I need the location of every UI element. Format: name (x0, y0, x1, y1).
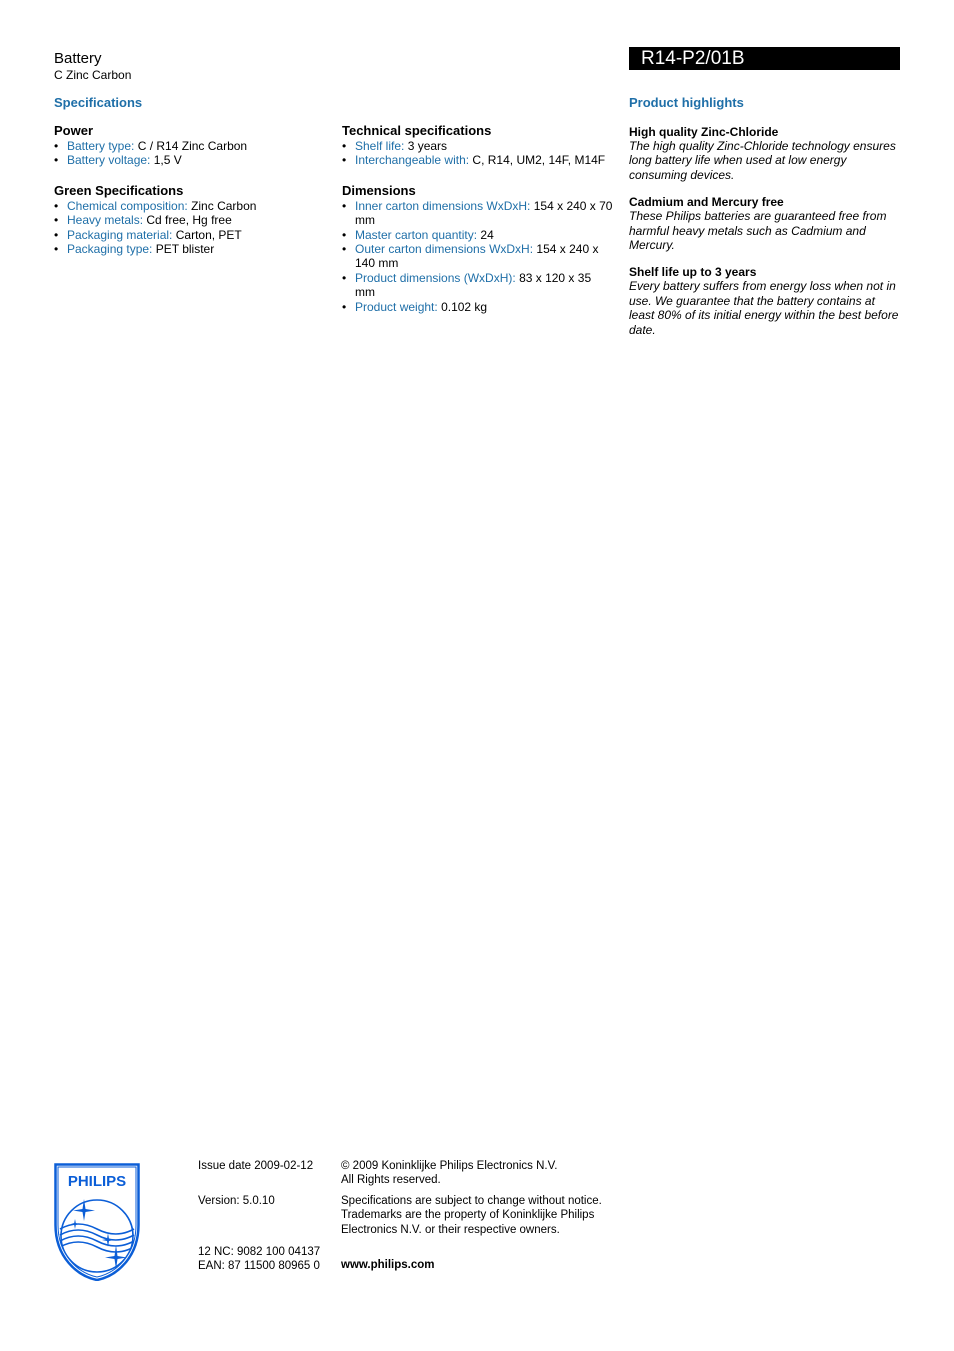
spec-item (342, 271, 614, 300)
model-title-bar (629, 47, 900, 70)
spec-item (342, 153, 614, 167)
spec-item (342, 199, 614, 228)
spec-item (342, 139, 614, 153)
specifications-title: Specifications (54, 95, 143, 110)
notice-line-1: Specifications are subject to change without notice. (341, 1194, 602, 1207)
philips-shield-icon (54, 1163, 140, 1281)
footer-meta (198, 1159, 320, 1274)
notice-line-3: Electronics N.V. or their respective owners. (341, 1223, 560, 1236)
spec-group-title: Dimensions (342, 182, 416, 198)
highlight-text: These Philips batteries are guaranteed free from harmful heavy metals such as Cadmium and Mercury. (629, 209, 887, 253)
spec-label: Inner carton dimensions WxDxH: (355, 198, 531, 213)
product-category: Battery (54, 50, 102, 67)
product-subtitle: C Zinc Carbon (54, 68, 132, 82)
spec-item (54, 153, 324, 167)
spec-label: Chemical composition: (67, 198, 188, 213)
highlights-list (629, 125, 901, 350)
highlights-title: Product highlights (629, 95, 744, 110)
spec-list (342, 199, 614, 314)
spec-label: Outer carton dimensions WxDxH: (355, 242, 534, 257)
spec-value: 154 x 240 x 140 mm (355, 242, 599, 271)
highlight-text: Every battery suffers from energy loss when not in use. We guarantee that the battery contains at least 80% of its initial energy within the best before date. (629, 279, 899, 337)
spec-item (54, 139, 324, 153)
spec-label: Heavy metals: (67, 213, 144, 228)
spec-list (54, 199, 324, 257)
specs-column-2 (342, 123, 614, 329)
ean-number: EAN: 87 11500 80965 0 (198, 1260, 320, 1273)
logo-wordmark: PHILIPS (67, 1173, 127, 1190)
spec-value: 1,5 V (153, 153, 182, 168)
spec-label: Packaging type: (67, 242, 153, 257)
spec-value: Carton, PET (175, 227, 242, 242)
spec-label: Product weight: (355, 299, 438, 314)
spec-group-title: Technical specifications (342, 123, 492, 138)
spec-list (54, 139, 324, 168)
spec-item (54, 199, 324, 213)
spec-label: Product dimensions (WxDxH): (355, 270, 516, 285)
highlight-title: High quality Zinc-Chloride (629, 125, 779, 139)
version: Version: 5.0.10 (198, 1195, 275, 1208)
spec-label: Shelf life: (355, 139, 405, 153)
spec-group-title: Power (54, 123, 94, 138)
philips-shield-logo (54, 1163, 140, 1281)
spec-value: 83 x 120 x 35 mm (355, 270, 592, 300)
nc-number: 12 NC: 9082 100 04137 (198, 1245, 321, 1258)
specs-column-1 (54, 123, 324, 271)
spec-value: 0.102 kg (441, 299, 488, 314)
spec-item (342, 242, 614, 271)
highlight-title: Cadmium and Mercury free (629, 195, 784, 210)
notice-line-2: Trademarks are the property of Koninklijke Philips (341, 1209, 595, 1222)
website-link[interactable]: www.philips.com (341, 1259, 435, 1272)
spec-value: 24 (480, 227, 494, 242)
spec-value: 154 x 240 x 70 mm (355, 198, 613, 228)
product-header (54, 50, 131, 83)
spec-value: Cd free, Hg free (146, 213, 232, 228)
highlight-title: Shelf life up to 3 years (629, 265, 757, 280)
spec-item (54, 228, 324, 242)
issue-date: Issue date 2009-02-12 (198, 1160, 314, 1172)
copyright-line-2: All Rights reserved. (341, 1174, 441, 1187)
spec-item (342, 228, 614, 242)
spec-label: Interchangeable with: (355, 153, 470, 168)
model-number: R14-P2/01B (641, 48, 745, 69)
spec-value: C / R14 Zinc Carbon (137, 139, 248, 153)
highlight-text: The high quality Zinc-Chloride technology ensures long battery life when used at low energy consuming devices. (629, 139, 896, 182)
spec-value: C, R14, UM2, 14F, M14F (472, 153, 606, 168)
footer-legal (341, 1159, 602, 1272)
spec-value: Zinc Carbon (191, 198, 257, 213)
spec-item (54, 213, 324, 227)
spec-list (342, 139, 614, 168)
spec-item (342, 300, 614, 314)
spec-item (54, 242, 324, 256)
copyright-line-1: © 2009 Koninklijke Philips Electronics N.V. (341, 1160, 558, 1172)
spec-label: Battery voltage: (67, 153, 151, 168)
spec-value: 3 years (407, 139, 448, 153)
spec-label: Master carton quantity: (355, 227, 478, 242)
spec-label: Battery type: (67, 139, 135, 153)
spec-group-title: Green Specifications (54, 182, 184, 198)
spec-label: Packaging material: (67, 227, 173, 242)
spec-value: PET blister (155, 242, 215, 257)
